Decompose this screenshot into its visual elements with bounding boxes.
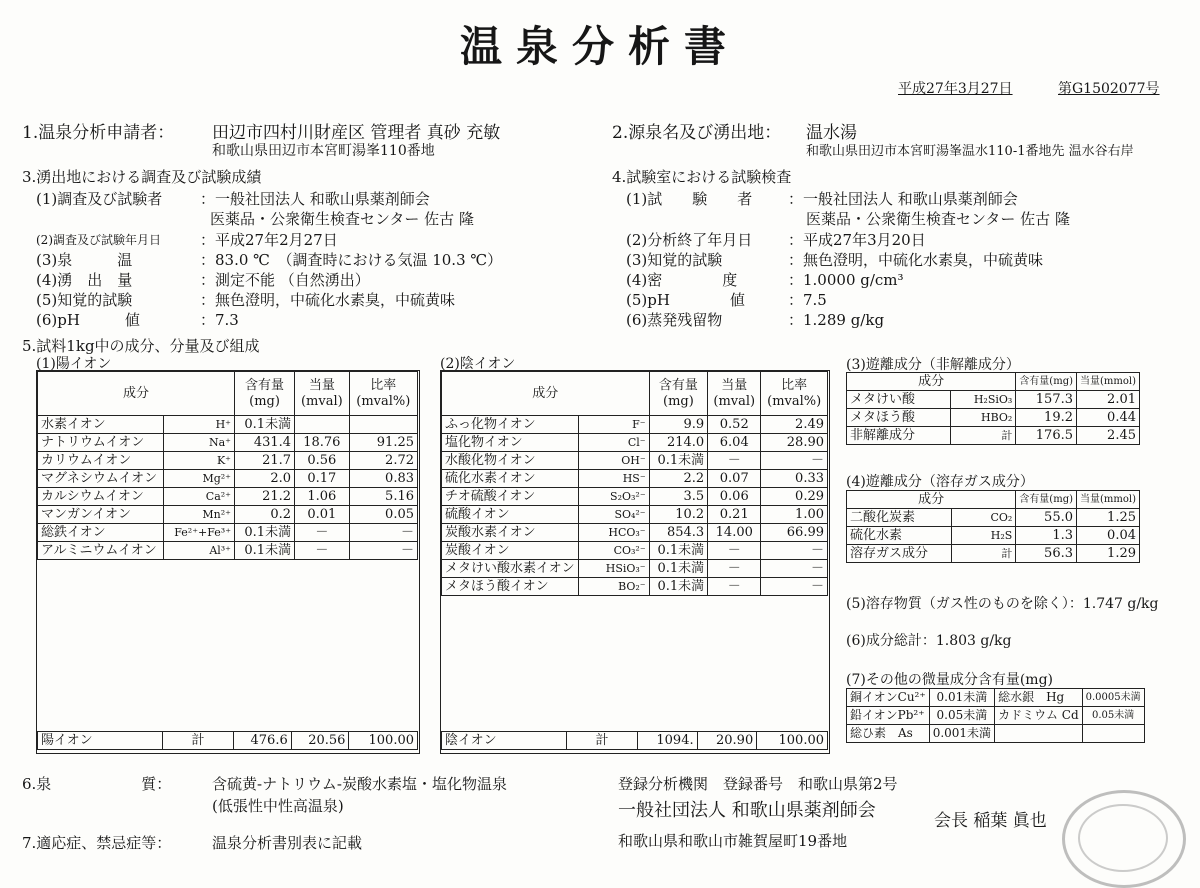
anion-ratio: 0.33 [761, 470, 828, 488]
cation-name: カリウムイオン [38, 452, 164, 470]
cation-header-component: 成分 [38, 372, 235, 416]
anion-name: 硫酸イオン [442, 506, 579, 524]
anion-mval: － [708, 542, 761, 560]
cation-mval: － [295, 542, 350, 560]
anion-symbol: F⁻ [578, 416, 649, 434]
s4-row3-value: ：平成27年3月20日 [788, 231, 926, 249]
gas-formula: CO₂ [952, 509, 1016, 527]
cation-ratio: 2.72 [349, 452, 417, 470]
free-mmol: 0.44 [1077, 409, 1140, 427]
anion-ratio: 2.49 [761, 416, 828, 434]
organization-address: 和歌山県和歌山市雑賀屋町19番地 [618, 832, 848, 850]
s3-row2-value: 医薬品・公衆衛生検査センター 佐古 隆 [210, 210, 474, 228]
s4-row7-value: ：1.289 g/kg [788, 311, 885, 329]
cation-total-label: 陽イオン [38, 732, 163, 750]
s3-row3-value: ：平成27年2月27日 [200, 231, 338, 249]
anion-header-mval: 当量 (mval) [708, 372, 761, 416]
cation-name: 総鉄イオン [38, 524, 164, 542]
s3-row5-value: ：測定不能 （自然湧出） [200, 271, 370, 289]
cation-ratio: － [349, 524, 417, 542]
anion-total-table [441, 731, 828, 750]
anion-symbol: OH⁻ [578, 452, 649, 470]
applicant-address: 和歌山県田辺市本宮町湯峯110番地 [212, 143, 435, 159]
cation-caption: (1)陽イオン [36, 356, 112, 372]
trace-table [846, 688, 1145, 743]
cation-row [38, 434, 418, 452]
cation-row [38, 506, 418, 524]
s3-row6-value: ：無色澄明，中硫化水素臭，中硫黄味 [200, 291, 456, 309]
free-row [847, 409, 1140, 427]
gas-formula: 計 [952, 545, 1016, 563]
trace-row [847, 707, 1145, 725]
s3-row5-label: (4)湧 出 量 [36, 271, 133, 289]
cation-name: マンガンイオン [38, 506, 164, 524]
anion-ratio: － [761, 452, 828, 470]
anion-content: 9.9 [649, 416, 708, 434]
anion-symbol: Cl⁻ [578, 434, 649, 452]
free-header-mmol: 当量(mmol) [1077, 373, 1140, 391]
cation-content: 0.2 [235, 506, 295, 524]
free-name: メタけい酸 [847, 391, 951, 409]
anion-content: 0.1未満 [649, 578, 708, 596]
cation-symbol: Mn²⁺ [163, 506, 234, 524]
anion-row [442, 524, 828, 542]
trace-value: 0.0005未満 [1082, 689, 1144, 707]
gas-formula: H₂S [952, 527, 1016, 545]
free-component-table [846, 372, 1140, 445]
anion-ratio: 66.99 [761, 524, 828, 542]
anion-row [442, 560, 828, 578]
anion-name: メタけい酸水素イオン [442, 560, 579, 578]
anion-total-ratio: 100.00 [757, 732, 828, 750]
s3-row7-value: ：7.3 [200, 311, 239, 329]
chairman-name: 会長 稲葉 眞也 [934, 811, 1047, 831]
cation-name: 水素イオン [38, 416, 164, 434]
s4-row2-value: 医薬品・公衆衛生検査センター 佐古 隆 [806, 210, 1070, 228]
anion-symbol: SO₄²⁻ [578, 506, 649, 524]
anion-total-mval: 20.90 [697, 732, 757, 750]
section3-heading: 3.湧出地における調査及び試験成績 [22, 168, 262, 186]
s4-row5-label: (4)密 度 [626, 271, 738, 289]
gas-content: 55.0 [1016, 509, 1077, 527]
s4-row4-label: (3)知覚的試験 [626, 251, 723, 269]
anion-row [442, 578, 828, 596]
anion-content: 2.2 [649, 470, 708, 488]
gas-name: 二酸化炭素 [847, 509, 952, 527]
cation-content: 21.2 [235, 488, 295, 506]
cation-ratio [349, 416, 417, 434]
cation-header-content: 含有量 (mg) [235, 372, 295, 416]
anion-mval: － [708, 578, 761, 596]
free-mmol: 2.01 [1077, 391, 1140, 409]
cation-row [38, 488, 418, 506]
s4-row6-value: ：7.5 [788, 291, 827, 309]
s3-row4-value: ：83.0 ℃ （調査時における気温 10.3 ℃） [200, 251, 503, 269]
s4-row5-value: ：1.0000 g/cm³ [788, 271, 904, 289]
anion-content: 214.0 [649, 434, 708, 452]
anion-ratio: 28.90 [761, 434, 828, 452]
gas-header-mmol: 当量(mmol) [1077, 491, 1140, 509]
anion-ratio: － [761, 560, 828, 578]
trace-element: 総ひ素 As [847, 725, 930, 743]
cation-content: 0.1未満 [235, 524, 295, 542]
trace-element: カドミウム Cd [995, 707, 1083, 725]
anion-mval: － [708, 560, 761, 578]
anion-content: 10.2 [649, 506, 708, 524]
gas-name: 溶存ガス成分 [847, 545, 952, 563]
trace-row [847, 689, 1145, 707]
cation-mval: 1.06 [295, 488, 350, 506]
free-content: 176.5 [1016, 427, 1077, 445]
gas-content: 56.3 [1016, 545, 1077, 563]
anion-name: メタほう酸イオン [442, 578, 579, 596]
free-name: メタほう酸 [847, 409, 951, 427]
trace-element: 銅イオンCu²⁺ [847, 689, 930, 707]
anion-total-row [442, 732, 828, 750]
anion-content: 3.5 [649, 488, 708, 506]
cation-ratio: 0.05 [349, 506, 417, 524]
cation-ratio: 91.25 [349, 434, 417, 452]
s3-row4-label: (3)泉 温 [36, 251, 133, 269]
anion-name: 水酸化物イオン [442, 452, 579, 470]
free-formula: 計 [951, 427, 1016, 445]
anion-mval: － [708, 452, 761, 470]
anion-ratio: 0.29 [761, 488, 828, 506]
issue-date: 平成27年3月27日 [898, 81, 1013, 97]
cation-total-mg: 476.6 [234, 732, 292, 750]
s3-row7-label: (6)pH 値 [36, 311, 140, 329]
anion-content: 0.1未満 [649, 542, 708, 560]
source-address: 和歌山県田辺市本宮町湯峯温水110-1番地先 温水谷右岸 [806, 144, 1134, 159]
trace-element: 鉛イオンPb²⁺ [847, 707, 930, 725]
dissolved-substance: (5)溶存物質（ガス性のものを除く）：1.747 g/kg [846, 596, 1159, 612]
anion-ratio: － [761, 578, 828, 596]
cation-content: 0.1未満 [235, 416, 295, 434]
trace-row [847, 725, 1145, 743]
anion-symbol: BO₂⁻ [578, 578, 649, 596]
trace-caption: (7)その他の微量成分含有量(mg) [846, 672, 1053, 688]
registration-line: 登録分析機関 登録番号 和歌山県第2号 [618, 775, 898, 793]
spring-type-value: 含硫黄-ナトリウム-炭酸水素塩・塩化物温泉 [212, 775, 507, 793]
cation-symbol: H⁺ [163, 416, 234, 434]
s4-row4-value: ：無色澄明，中硫化水素臭，中硫黄味 [788, 251, 1044, 269]
anion-caption: (2)陰イオン [440, 356, 516, 372]
anion-mval: 14.00 [708, 524, 761, 542]
cation-ratio: 5.16 [349, 488, 417, 506]
cation-table [37, 371, 418, 560]
source-value: 温水湯 [806, 123, 857, 143]
cation-name: カルシウムイオン [38, 488, 164, 506]
cation-name: アルミニウムイオン [38, 542, 164, 560]
trace-value: 0.001未満 [929, 725, 994, 743]
cation-content: 0.1未満 [235, 542, 295, 560]
trace-value: 0.05未満 [1082, 707, 1144, 725]
cation-mval: 18.76 [295, 434, 350, 452]
source-label: 2.源泉名及び湧出地： [612, 123, 782, 143]
cation-mval: 0.56 [295, 452, 350, 470]
anion-symbol: HS⁻ [578, 470, 649, 488]
free-content: 19.2 [1016, 409, 1077, 427]
cation-mval [295, 416, 350, 434]
free-caption: (3)遊離成分（非解離成分） [846, 357, 1020, 373]
cation-content: 2.0 [235, 470, 295, 488]
anion-symbol: CO₃²⁻ [578, 542, 649, 560]
free-header-content: 含有量(mg) [1016, 373, 1077, 391]
s3-row1-label: (1)調査及び試験者 [36, 190, 163, 208]
cation-total-ratio: 100.00 [349, 732, 418, 750]
anion-content: 854.3 [649, 524, 708, 542]
anion-row [442, 434, 828, 452]
anion-name: ふっ化物イオン [442, 416, 579, 434]
gas-caption: (4)遊離成分（溶存ガス成分） [846, 474, 1034, 490]
s3-row1-value: ：一般社団法人 和歌山県薬剤師会 [200, 190, 430, 208]
anion-row [442, 416, 828, 434]
trace-value [1082, 725, 1144, 743]
anion-mval: 0.07 [708, 470, 761, 488]
anion-row [442, 506, 828, 524]
trace-value: 0.01未満 [929, 689, 994, 707]
official-seal-inner-ring [1078, 804, 1168, 872]
anion-name: チオ硫酸イオン [442, 488, 579, 506]
anion-table [441, 371, 828, 596]
anion-header-content: 含有量 (mg) [649, 372, 708, 416]
indications-label: 7.適応症、禁忌症等： [22, 834, 172, 852]
anion-symbol: S₂O₃²⁻ [578, 488, 649, 506]
gas-mmol: 0.04 [1077, 527, 1140, 545]
cation-symbol: Mg²⁺ [163, 470, 234, 488]
s4-row3-label: (2)分析終了年月日 [626, 231, 753, 249]
cation-ratio: － [349, 542, 417, 560]
s4-row1-value: ：一般社団法人 和歌山県薬剤師会 [788, 190, 1018, 208]
anion-content: 0.1未満 [649, 560, 708, 578]
anion-name: 炭酸イオン [442, 542, 579, 560]
anion-ratio: 1.00 [761, 506, 828, 524]
free-header-component: 成分 [847, 373, 1016, 391]
gas-name: 硫化水素 [847, 527, 952, 545]
free-row [847, 427, 1140, 445]
document-number: 第G1502077号 [1058, 81, 1160, 97]
indications-value: 温泉分析書別表に記載 [212, 834, 363, 852]
trace-element [995, 725, 1083, 743]
anion-row [442, 452, 828, 470]
s4-row7-label: (6)蒸発残留物 [626, 311, 723, 329]
document-title: 温泉分析書 [459, 22, 740, 71]
section5-heading: 5.試料1kg中の成分、分量及び組成 [22, 337, 260, 355]
gas-row [847, 509, 1140, 527]
gas-row [847, 545, 1140, 563]
anion-name: 炭酸水素イオン [442, 524, 579, 542]
cation-row [38, 416, 418, 434]
anion-name: 塩化物イオン [442, 434, 579, 452]
anion-content: 0.1未満 [649, 452, 708, 470]
trace-element: 総水銀 Hg [995, 689, 1083, 707]
anion-mval: 0.52 [708, 416, 761, 434]
anion-header-ratio: 比率 (mval%) [761, 372, 828, 416]
s4-row1-label: (1)試 験 者 [626, 190, 753, 208]
cation-total-mval: 20.56 [291, 732, 349, 750]
gas-mmol: 1.29 [1077, 545, 1140, 563]
cation-row [38, 524, 418, 542]
anion-symbol: HCO₃⁻ [578, 524, 649, 542]
free-formula: HBO₂ [951, 409, 1016, 427]
section4-heading: 4.試験室における試験検査 [612, 168, 792, 186]
spring-type-note: (低張性中性高温泉) [212, 797, 344, 815]
applicant-value: 田辺市四村川財産区 管理者 真砂 充敏 [212, 123, 501, 143]
applicant-label: 1.温泉分析申請者： [22, 123, 175, 143]
free-row [847, 391, 1140, 409]
cation-total-sum: 計 [163, 732, 234, 750]
anion-header-component: 成分 [442, 372, 650, 416]
anion-row [442, 542, 828, 560]
gas-header-content: 含有量(mg) [1016, 491, 1077, 509]
trace-value: 0.05未満 [929, 707, 994, 725]
free-formula: H₂SiO₃ [951, 391, 1016, 409]
cation-total-table [37, 731, 418, 750]
cation-row [38, 542, 418, 560]
gas-row [847, 527, 1140, 545]
cation-mval: － [295, 524, 350, 542]
cation-symbol: Al³⁺ [163, 542, 234, 560]
gas-mmol: 1.25 [1077, 509, 1140, 527]
anion-name: 硫化水素イオン [442, 470, 579, 488]
anion-mval: 0.21 [708, 506, 761, 524]
cation-symbol: Na⁺ [163, 434, 234, 452]
free-name: 非解離成分 [847, 427, 951, 445]
cation-mval: 0.17 [295, 470, 350, 488]
cation-header-mval: 当量 (mval) [295, 372, 350, 416]
cation-name: ナトリウムイオン [38, 434, 164, 452]
organization-name: 一般社団法人 和歌山県薬剤師会 [618, 800, 876, 821]
gas-component-table [846, 490, 1140, 563]
anion-row [442, 488, 828, 506]
cation-name: マグネシウムイオン [38, 470, 164, 488]
cation-ratio: 0.83 [349, 470, 417, 488]
cation-content: 431.4 [235, 434, 295, 452]
free-content: 157.3 [1016, 391, 1077, 409]
free-mmol: 2.45 [1077, 427, 1140, 445]
gas-content: 1.3 [1016, 527, 1077, 545]
cation-symbol: Fe²⁺+Fe³⁺ [163, 524, 234, 542]
anion-mval: 6.04 [708, 434, 761, 452]
anion-total-label: 陰イオン [442, 732, 567, 750]
cation-content: 21.7 [235, 452, 295, 470]
cation-header-ratio: 比率 (mval%) [349, 372, 417, 416]
anion-symbol: HSiO₃⁻ [578, 560, 649, 578]
s3-row6-label: (5)知覚的試験 [36, 291, 133, 309]
cation-symbol: Ca²⁺ [163, 488, 234, 506]
s4-row6-label: (5)pH 値 [626, 291, 745, 309]
anion-row [442, 470, 828, 488]
total-components: (6)成分総計：1.803 g/kg [846, 633, 1012, 649]
gas-header-component: 成分 [847, 491, 1016, 509]
cation-row [38, 452, 418, 470]
cation-symbol: K⁺ [163, 452, 234, 470]
anion-mval: 0.06 [708, 488, 761, 506]
cation-total-row [38, 732, 418, 750]
anion-ratio: － [761, 542, 828, 560]
anion-total-sum: 計 [567, 732, 638, 750]
anion-total-mg: 1094. [638, 732, 698, 750]
spring-type-label: 6.泉 質： [22, 775, 172, 793]
s3-row3-label: (2)調査及び試験年月日 [36, 233, 161, 247]
cation-row [38, 470, 418, 488]
cation-mval: 0.01 [295, 506, 350, 524]
